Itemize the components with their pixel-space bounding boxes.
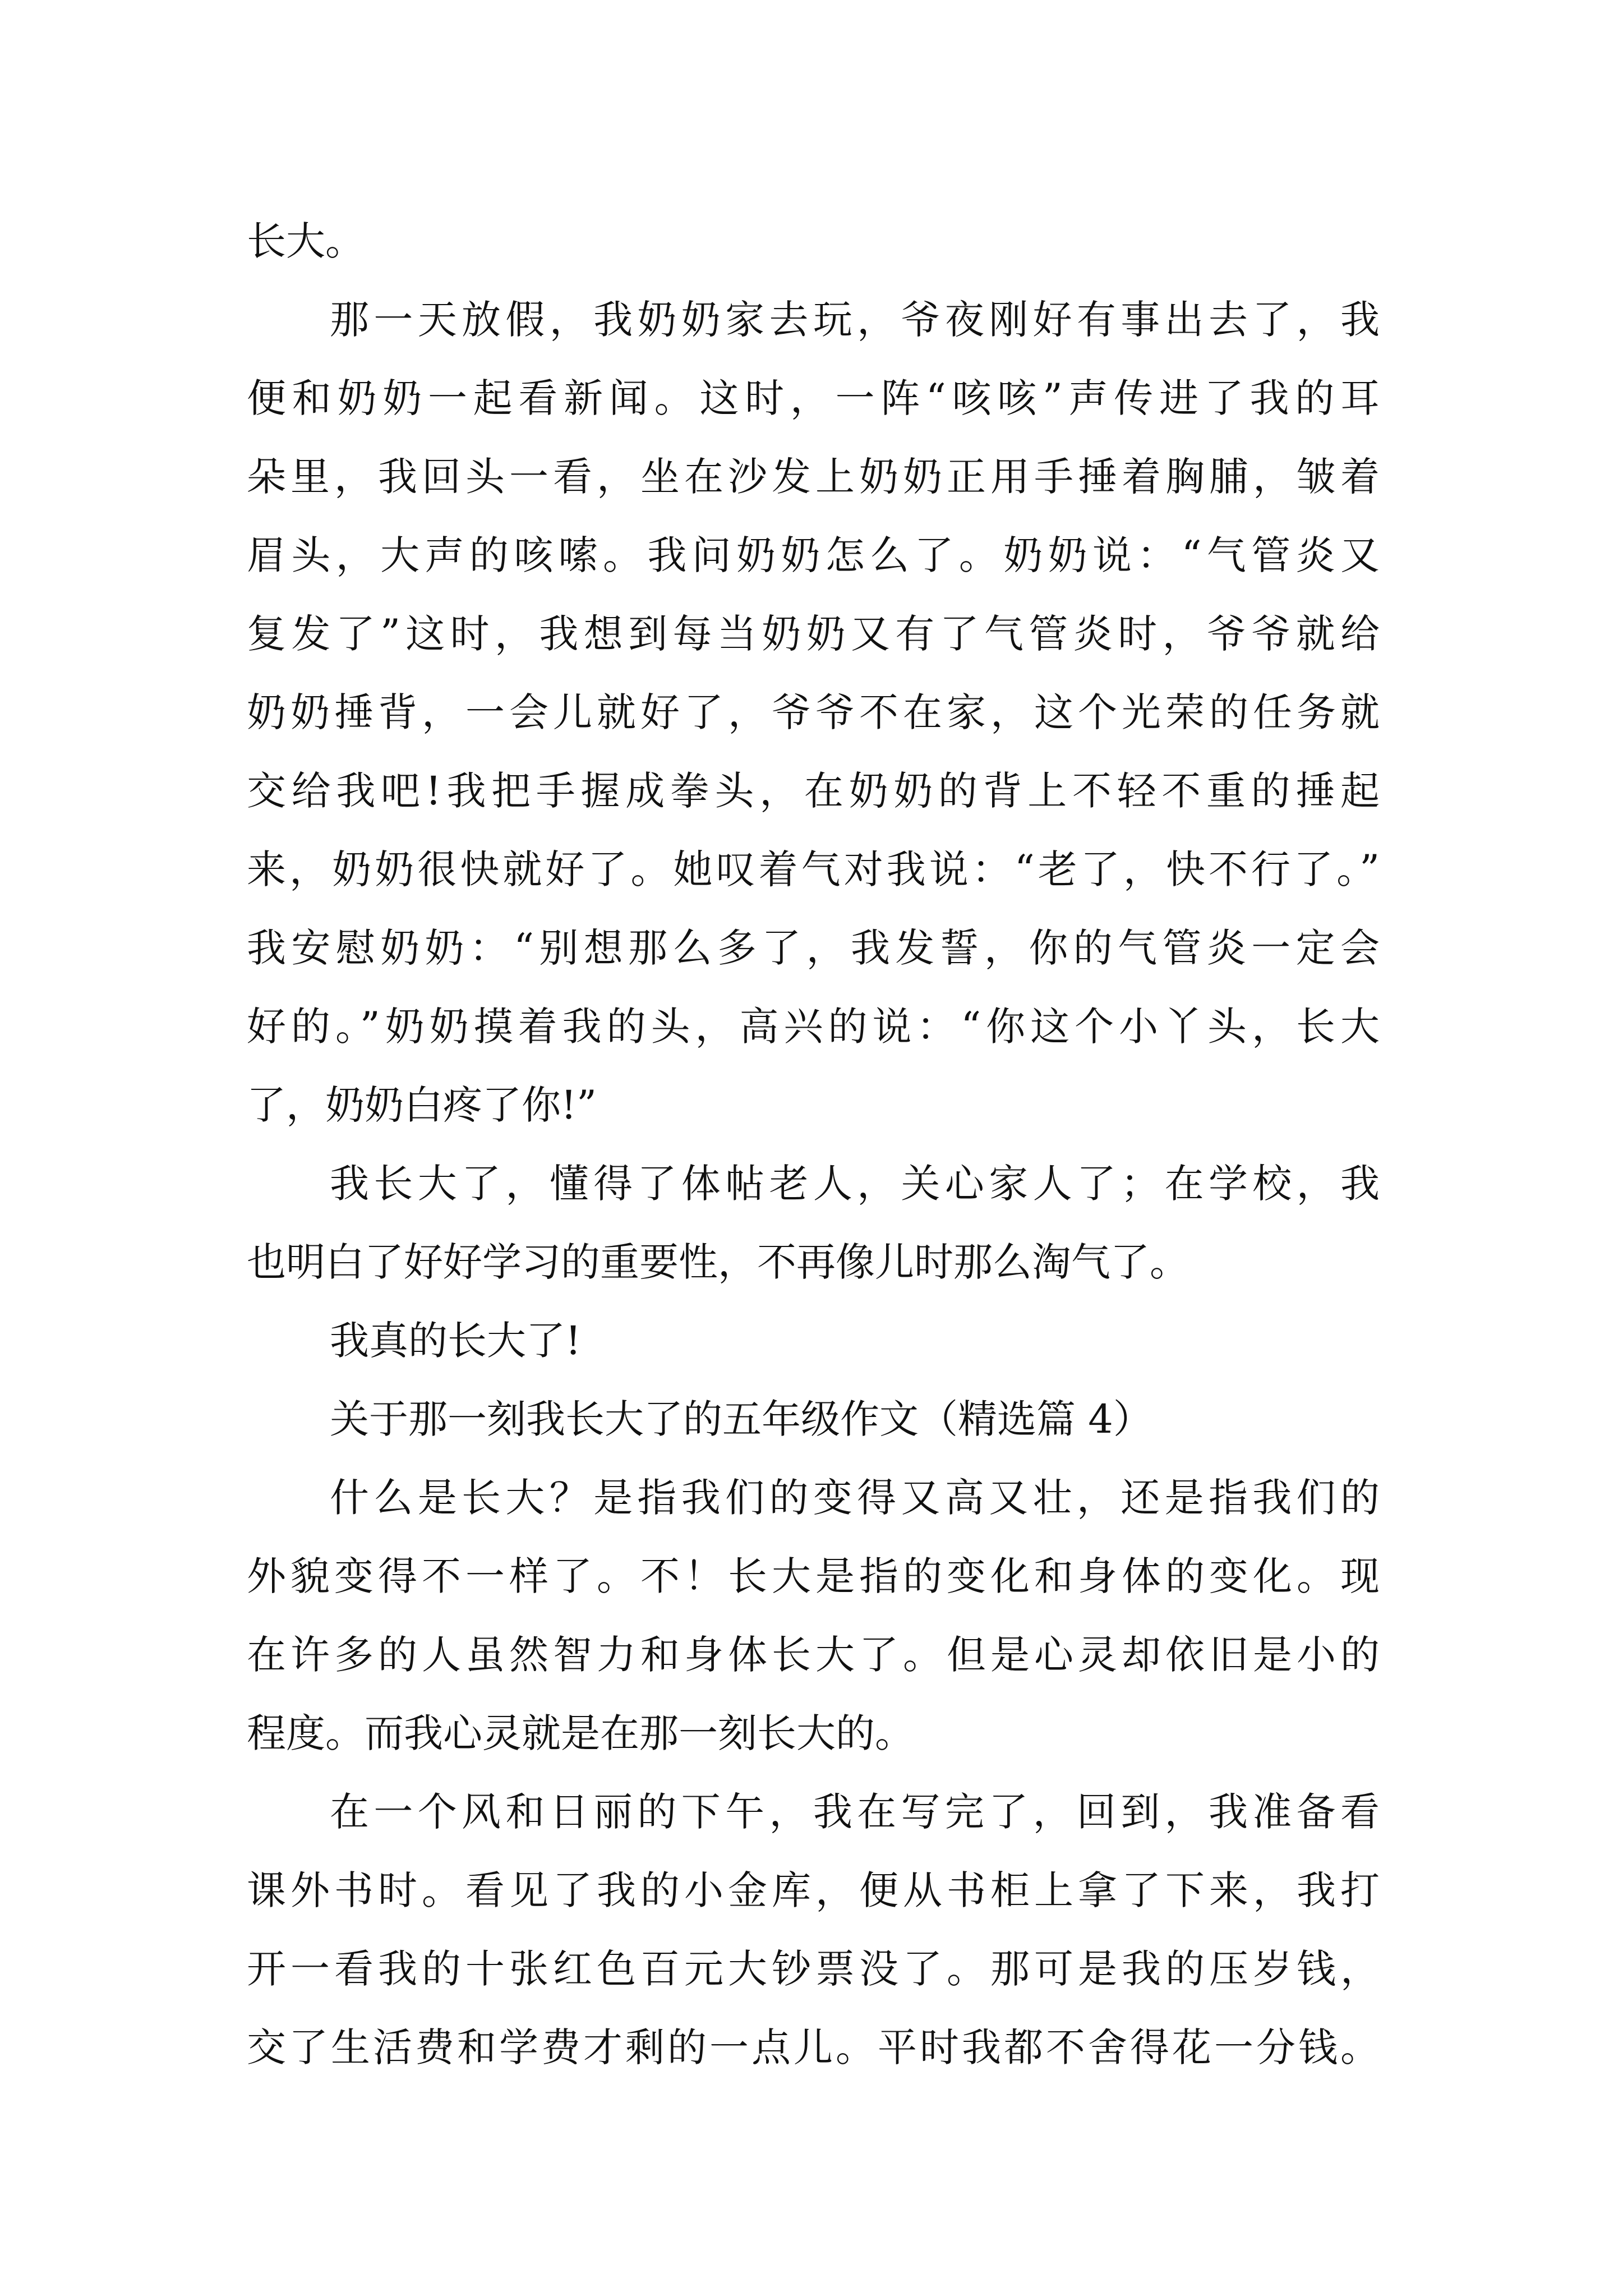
text-line: 外貌变得不一样了。不！长大是指的变化和身体的变化。现 xyxy=(247,1553,1380,1599)
text-line: 在一个风和日丽的下午，我在写完了，回到，我准备看 xyxy=(330,1789,1380,1835)
text-line: 眉头，大声的咳嗦。我问奶奶怎么了。奶奶说：“气管炎又 xyxy=(247,532,1380,578)
text-line: 开一看我的十张红色百元大钞票没了。那可是我的压岁钱， xyxy=(247,1946,1380,1992)
text-line: 便和奶奶一起看新闻。这时，一阵“咳咳”声传进了我的耳 xyxy=(247,375,1380,421)
text-line: 奶奶捶背，一会儿就好了，爷爷不在家，这个光荣的任务就 xyxy=(247,689,1380,735)
text-line: 什么是长大？是指我们的变得又高又壮，还是指我们的 xyxy=(330,1475,1380,1521)
text-line: 也明白了好好学习的重要性，不再像儿时那么淘气了。 xyxy=(247,1239,1189,1285)
text-line: 交了生活费和学费才剩的一点儿。平时我都不舍得花一分钱。 xyxy=(247,2024,1380,2070)
text-line: 我安慰奶奶：“别想那么多了，我发誓，你的气管炎一定会 xyxy=(247,925,1380,971)
document-body xyxy=(247,202,1380,2087)
text-line: 课外书时。看见了我的小金库，便从书柜上拿了下来，我打 xyxy=(247,1867,1380,1913)
text-line: 那一天放假，我奶奶家去玩，爷夜刚好有事出去了，我 xyxy=(330,297,1380,343)
text-line: 在许多的人虽然智力和身体长大了。但是心灵却依旧是小的 xyxy=(247,1632,1380,1678)
text-line: 交给我吧!我把手握成拳头，在奶奶的背上不轻不重的捶起 xyxy=(247,768,1380,814)
text-line: 我真的长大了! xyxy=(330,1318,582,1364)
text-line: 关于那一刻我长大了的五年级作文（精选篇 4） xyxy=(330,1396,1152,1442)
text-line: 了，奶奶白疼了你!” xyxy=(247,1082,597,1128)
text-line: 我长大了，懂得了体帖老人，关心家人了；在学校，我 xyxy=(330,1161,1380,1207)
text-line: 复发了”这时，我想到每当奶奶又有了气管炎时，爷爷就给 xyxy=(247,611,1380,657)
text-line: 好的。”奶奶摸着我的头，高兴的说：“你这个小丫头，长大 xyxy=(247,1004,1380,1050)
text-line: 程度。而我心灵就是在那一刻长大的。 xyxy=(247,1710,914,1756)
text-line: 来，奶奶很快就好了。她叹着气对我说：“老了，快不行了。” xyxy=(247,846,1380,892)
text-line: 长大。 xyxy=(247,218,365,264)
text-line: 朵里，我回头一看，坐在沙发上奶奶正用手捶着胸脯，皱着 xyxy=(247,454,1380,500)
